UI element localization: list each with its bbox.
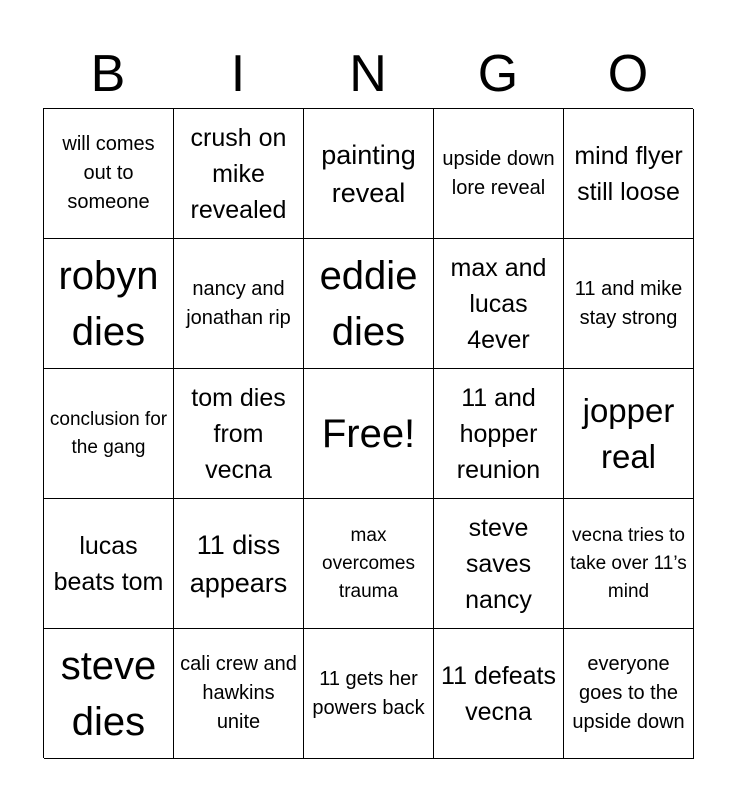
bingo-cell bbox=[434, 109, 564, 239]
cell-text: vecna tries to take over 11’s mind bbox=[570, 524, 687, 602]
bingo-cell bbox=[564, 109, 694, 239]
cell-text: mind flyer still loose bbox=[574, 141, 683, 206]
cell-text: lucas beats tom bbox=[53, 531, 164, 596]
bingo-cell bbox=[174, 629, 304, 759]
bingo-cell bbox=[44, 629, 174, 759]
header-letter-g: G bbox=[477, 45, 519, 103]
bingo-cell bbox=[44, 109, 174, 239]
header-letter-i: I bbox=[230, 45, 246, 103]
cell-text: 11 and hopper reunion bbox=[456, 383, 541, 484]
header-letter-n: N bbox=[349, 45, 387, 103]
cell-text: robyn dies bbox=[58, 253, 159, 354]
cell-text: eddie dies bbox=[319, 253, 418, 354]
bingo-cell bbox=[174, 239, 304, 369]
bingo-cell bbox=[434, 499, 564, 629]
bingo-cell bbox=[44, 239, 174, 369]
free-space bbox=[304, 369, 434, 499]
bingo-grid bbox=[43, 108, 693, 758]
bingo-cell bbox=[434, 369, 564, 499]
bingo-cell bbox=[44, 369, 174, 499]
header-letter-b: B bbox=[90, 45, 126, 103]
bingo-cell bbox=[304, 109, 434, 239]
bingo-cell bbox=[564, 499, 694, 629]
cell-text: 11 diss appears bbox=[189, 529, 288, 598]
bingo-cell bbox=[304, 629, 434, 759]
cell-text: steve dies bbox=[60, 643, 157, 744]
bingo-cell bbox=[564, 629, 694, 759]
cell-text: 11 and mike stay strong bbox=[574, 277, 683, 329]
bingo-header bbox=[43, 40, 693, 108]
bingo-cell bbox=[304, 239, 434, 369]
cell-text: painting reveal bbox=[321, 139, 416, 208]
cell-text: cali crew and hawkins unite bbox=[180, 653, 297, 733]
cell-text: jopper real bbox=[582, 391, 675, 475]
bingo-cell bbox=[434, 629, 564, 759]
cell-text: crush on mike revealed bbox=[190, 123, 287, 224]
bingo-cell bbox=[174, 369, 304, 499]
cell-text: steve saves nancy bbox=[465, 513, 532, 614]
cell-text: 11 gets her powers back bbox=[312, 667, 425, 719]
cell-text: tom dies from vecna bbox=[191, 383, 286, 484]
bingo-cell bbox=[564, 369, 694, 499]
cell-text: max overcomes trauma bbox=[322, 524, 415, 602]
cell-text: nancy and jonathan rip bbox=[186, 277, 291, 329]
cell-text: conclusion for the gang bbox=[49, 408, 168, 458]
cell-text: everyone goes to the upside down bbox=[572, 653, 685, 733]
bingo-cell bbox=[434, 239, 564, 369]
cell-text: will comes out to someone bbox=[62, 133, 155, 213]
cell-text: Free! bbox=[321, 411, 416, 456]
bingo-cell bbox=[564, 239, 694, 369]
bingo-cell bbox=[174, 109, 304, 239]
cell-text: 11 defeats vecna bbox=[441, 661, 556, 726]
cell-text: max and lucas 4ever bbox=[450, 253, 547, 354]
header-letter-o: O bbox=[607, 45, 649, 103]
bingo-cell bbox=[174, 499, 304, 629]
bingo-cell bbox=[44, 499, 174, 629]
bingo-cell bbox=[304, 499, 434, 629]
cell-text: upside down lore reveal bbox=[442, 147, 555, 199]
